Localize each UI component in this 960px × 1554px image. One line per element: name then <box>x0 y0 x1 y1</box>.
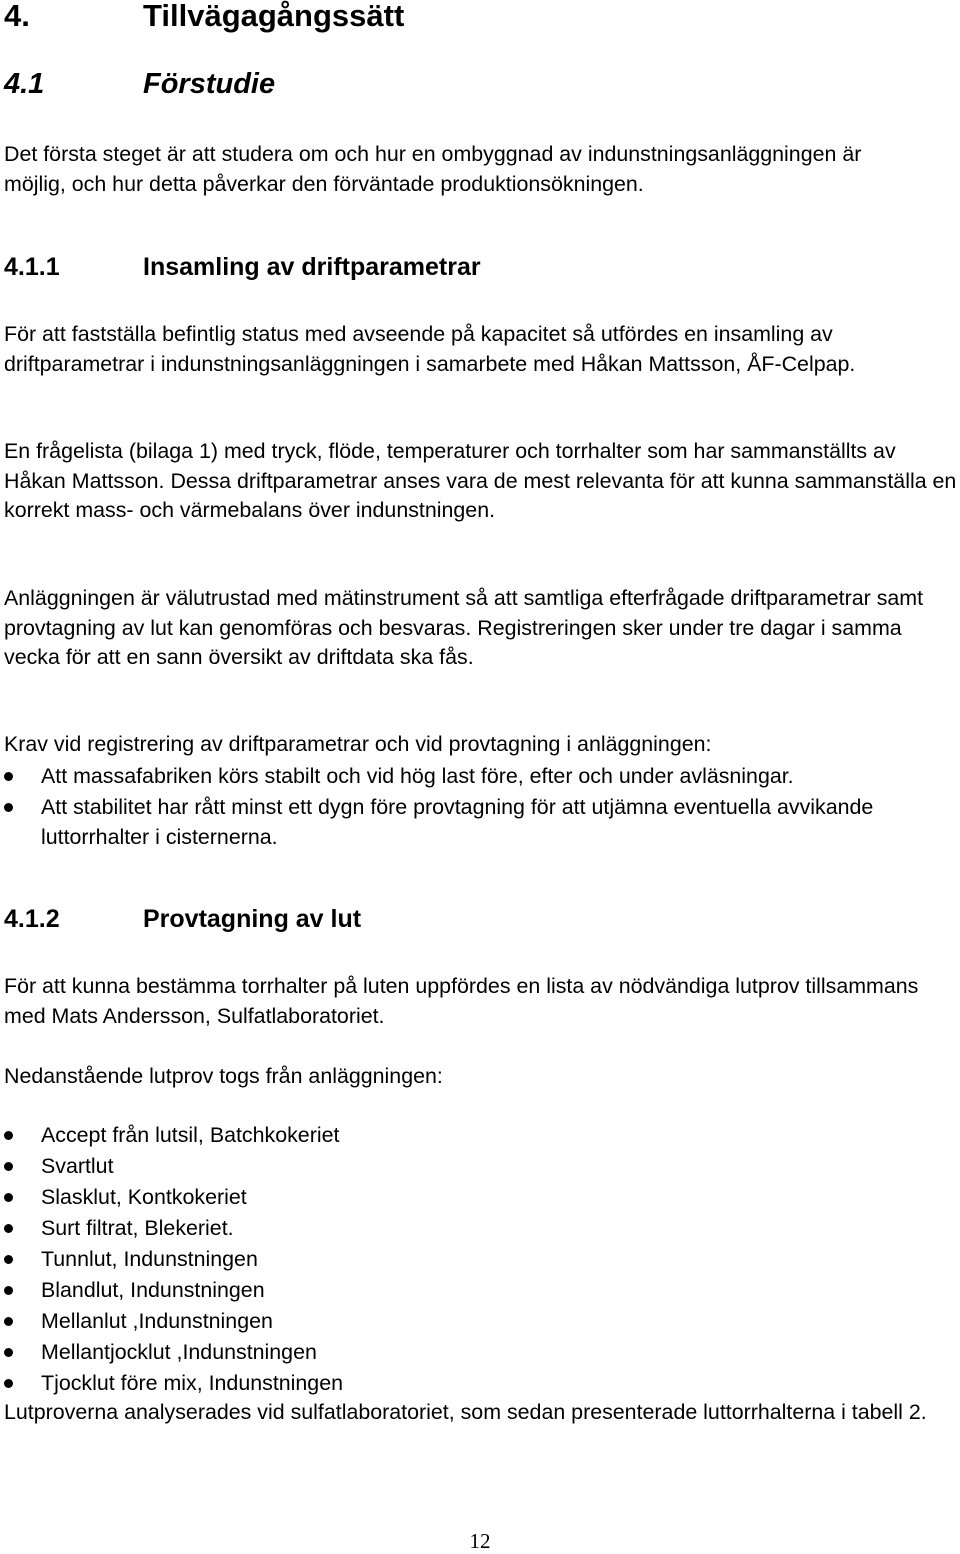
bullet-icon <box>4 1255 13 1264</box>
bullet-icon <box>4 1193 13 1202</box>
bullet-icon <box>4 1224 13 1233</box>
sub412-paragraph-2: Nedanstående lutprov togs från anläggningen: <box>4 1064 443 1088</box>
sub412-number: 4.1.2 <box>4 905 60 933</box>
list-item <box>4 1120 924 1151</box>
list-item <box>4 1275 924 1306</box>
sub412-heading <box>4 904 704 934</box>
list-item-text: Tjocklut före mix, Indunstningen <box>41 1371 343 1395</box>
list-item <box>4 1244 924 1275</box>
list-item-text: Blandlut, Indunstningen <box>41 1278 265 1302</box>
bullet-icon <box>4 1379 13 1388</box>
samples-list <box>4 1120 924 1399</box>
sub411-paragraph-3: Anläggningen är välutrustad med mätinstrument så att samtliga efterfrågade driftparametrar samt provtagning av lut kan genomföras och besvaras. Registreringen sker under tre dagar i samma vecka för att en sann översikt av driftdata ska fås. <box>4 586 924 669</box>
bullet-icon <box>4 1317 13 1326</box>
list-item-text: Mellanlut ,Indunstningen <box>41 1309 273 1333</box>
sub411-paragraph-2: En frågelista (bilaga 1) med tryck, flöde, temperaturer och torrhalter som har sammanställts av Håkan Mattsson. Dessa driftparametrar anses vara de mest relevanta för att kunna sammanställa en korrekt mass- och värmebalans över indunstningen. <box>4 439 957 522</box>
list-item <box>4 1337 924 1368</box>
list-item-text: Att massafabriken körs stabilt och vid hög last före, efter och under avläsningar. <box>41 764 794 788</box>
bullet-icon <box>4 803 13 812</box>
bullet-icon <box>4 1348 13 1357</box>
section-number: 4. <box>4 0 30 33</box>
sub411-title: Insamling av driftparametrar <box>143 253 481 281</box>
list-item-text: Mellantjocklut ,Indunstningen <box>41 1340 317 1364</box>
requirements-list <box>4 761 924 853</box>
bullet-icon <box>4 1162 13 1171</box>
bullet-icon <box>4 1286 13 1295</box>
list-item <box>4 1151 924 1182</box>
subsection-title: Förstudie <box>143 68 276 100</box>
subsection-number: 4.1 <box>4 68 45 100</box>
list-item-text: Tunnlut, Indunstningen <box>41 1247 258 1271</box>
list-item-text: Slasklut, Kontkokeriet <box>41 1185 247 1209</box>
list-item-text: Att stabilitet har rått minst ett dygn före provtagning för att utjämna eventuella avvikande luttorrhalter i cisternerna. <box>41 794 874 849</box>
sub412-title: Provtagning av lut <box>143 905 362 933</box>
list-item <box>4 1368 924 1399</box>
list-item <box>4 1213 924 1244</box>
list-item <box>4 792 924 853</box>
subsection-intro: Det första steget är att studera om och hur en ombyggnad av indunstningsanläggningen är möjlig, och hur detta påverkar den förväntade produktionsökningen. <box>4 142 862 196</box>
section-title: Tillvägagångssätt <box>143 0 405 33</box>
list-item <box>4 761 924 792</box>
sub412-paragraph-1: För att kunna bestämma torrhalter på luten uppfördes en lista av nödvändiga lutprov tillsammans med Mats Andersson, Sulfatlaboratoriet. <box>4 974 919 1028</box>
bullet-icon <box>4 772 13 781</box>
list-item-text: Svartlut <box>41 1154 114 1178</box>
sub411-heading <box>4 252 704 282</box>
list-item-text: Surt filtrat, Blekeriet. <box>41 1216 234 1240</box>
sub411-paragraph-1: För att fastställa befintlig status med avseende på kapacitet så utfördes en insamling av driftparametrar i indunstningsanläggningen i samarbete med Håkan Mattsson, ÅF-Celpap. <box>4 322 856 376</box>
sub411-number: 4.1.1 <box>4 253 60 281</box>
sub412-paragraph-3: Lutproverna analyserades vid sulfatlaboratoriet, som sedan presenterade luttorrhalterna i tabell 2. <box>4 1400 927 1424</box>
bullet-icon <box>4 1131 13 1140</box>
section-heading <box>4 0 604 34</box>
list-item <box>4 1182 924 1213</box>
page-number: 12 <box>469 1529 491 1553</box>
list-item-text: Accept från lutsil, Batchkokeriet <box>41 1123 340 1147</box>
sub411-paragraph-4: Krav vid registrering av driftparametrar och vid provtagning i anläggningen: <box>4 732 712 756</box>
subsection-heading <box>4 67 604 101</box>
list-item <box>4 1306 924 1337</box>
